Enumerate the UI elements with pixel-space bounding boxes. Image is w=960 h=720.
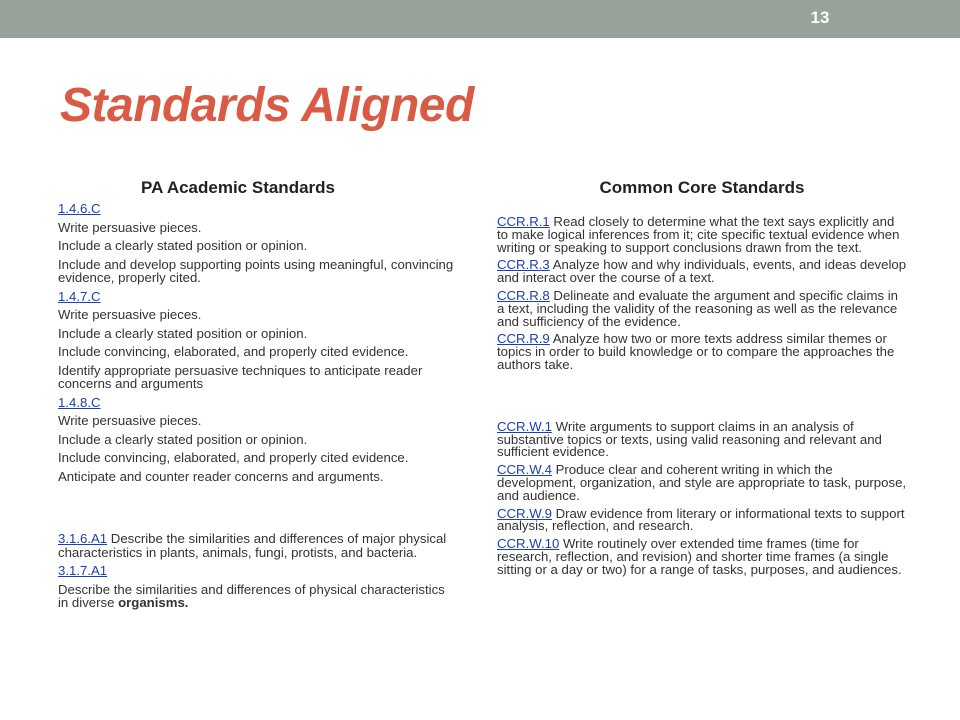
list-item: Include convincing, elaborated, and properly cited evidence. [58, 450, 409, 465]
list-item: Include and develop supporting points using meaningful, convincing evidence, properly cited. [58, 256, 454, 285]
science-standard-2 [58, 583, 458, 610]
standard-link-ccr-r-8[interactable]: CCR.R.8 [497, 287, 550, 303]
standard-link-ccr-w-4[interactable]: CCR.W.4 [497, 462, 552, 478]
science-standard-1-text: Describe the similarities and differences of major physical characteristics in plants, animals, fungi, protists, and bacteria. [58, 531, 447, 560]
common-core-column [497, 178, 907, 582]
science-standard-2-text: Describe the similarities and differences of physical characteristics in diverse [58, 581, 445, 610]
standard-link-ccr-r-1[interactable]: CCR.R.1 [497, 214, 550, 229]
standard-row [497, 538, 907, 576]
standard-text: Analyze how two or more texts address similar themes or topics in order to build knowledge or to compare the approaches the authors take. [497, 331, 895, 372]
list-item: Include convincing, elaborated, and properly cited evidence. [58, 344, 409, 359]
list-item: Include a clearly stated position or opinion. [58, 325, 308, 341]
standard-text: Analyze how and why individuals, events, and ideas develop and interact over the course of a text. [497, 257, 907, 286]
pa-standards-column [58, 178, 458, 615]
list-item: Write persuasive pieces. [58, 307, 202, 322]
standard-link-ccr-w-10[interactable]: CCR.W.10 [497, 536, 560, 552]
standard-link-3-1-7-a1[interactable]: 3.1.7.A1 [58, 563, 108, 578]
standard-text: Delineate and evaluate the argument and specific claims in a text, including the validity of the reasoning as well as the relevance and sufficiency of the evidence. [497, 287, 898, 329]
standard-link-ccr-r-3[interactable]: CCR.R.3 [497, 257, 550, 273]
standard-text: Write arguments to support claims in an analysis of substantive topics or texts, using valid reasoning and relevant and sufficient evidence. [497, 418, 882, 460]
standard-link-1-4-7-c[interactable]: 1.4.7.C [58, 288, 101, 304]
common-core-heading: Common Core Standards [599, 178, 805, 197]
pa-standards-heading: PA Academic Standards [141, 178, 335, 197]
standard-link-ccr-r-9[interactable]: CCR.R.9 [497, 331, 550, 347]
science-standard-1 [58, 532, 458, 559]
standard-link-ccr-w-1[interactable]: CCR.W.1 [497, 418, 552, 434]
standard-link-1-4-6-c[interactable]: 1.4.6.C [58, 201, 101, 216]
list-item: Include a clearly stated position or opinion. [58, 238, 308, 253]
standard-row [497, 259, 907, 285]
list-item: Include a clearly stated position or opinion. [58, 431, 308, 447]
science-standard-2-bold: organisms. [118, 595, 189, 610]
standard-row [497, 216, 907, 254]
list-item: Write persuasive pieces. [58, 413, 202, 428]
standard-row [497, 287, 907, 329]
standard-row [497, 505, 907, 534]
list-item: Identify appropriate persuasive techniques to anticipate reader concerns and arguments [58, 362, 423, 391]
list-item: Anticipate and counter reader concerns and arguments. [58, 468, 384, 484]
standard-link-3-1-6-a1[interactable]: 3.1.6.A1 [58, 531, 108, 546]
standard-row [497, 418, 907, 460]
standard-text: Produce clear and coherent writing in which the development, organization, and style are appropriate to task, purpose, and audience. [497, 462, 907, 503]
standard-text: Write routinely over extended time frames (time for research, reflection, and revision) and shorter time frames (a single sitting or a day or two) for a range of tasks, purposes, and audiences. [497, 536, 902, 577]
standard-row [497, 464, 907, 502]
standard-link-1-4-8-c[interactable]: 1.4.8.C [58, 394, 101, 410]
list-item: Write persuasive pieces. [58, 219, 202, 235]
standard-row [497, 333, 907, 371]
standard-text: Read closely to determine what the text says explicitly and to make logical inferences from it; cite specific textual evidence when writing or speaking to support conclusions drawn from the text. [497, 214, 900, 255]
slide-number: 13 [810, 8, 830, 27]
standard-text: Draw evidence from literary or informational texts to support analysis, reflection, and research. [497, 505, 905, 534]
slide-title: Standards Aligned [60, 79, 474, 132]
standard-link-ccr-w-9[interactable]: CCR.W.9 [497, 505, 552, 521]
